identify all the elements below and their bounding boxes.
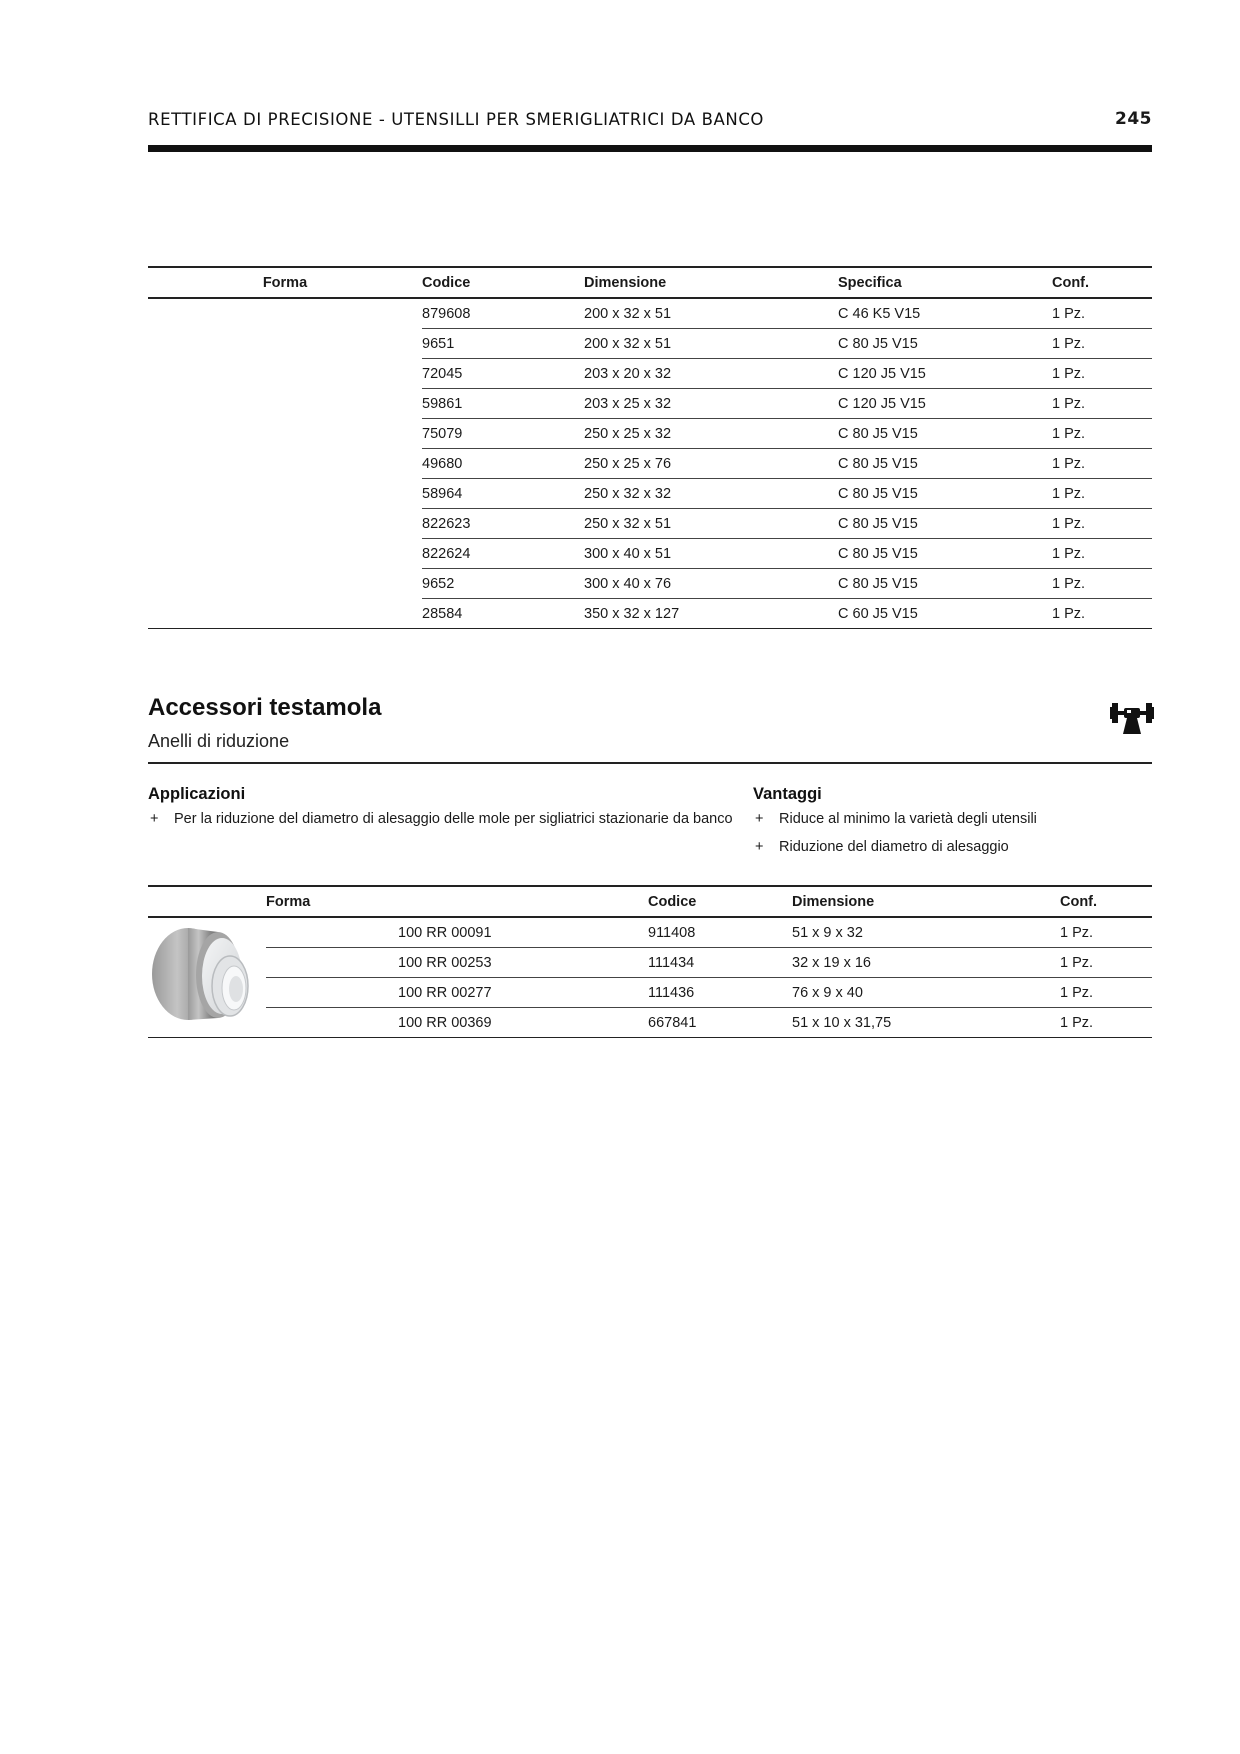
- codice-cell: 28584: [422, 599, 584, 629]
- codice-cell: 49680: [422, 449, 584, 479]
- dimensione-cell: 200 x 32 x 51: [584, 298, 838, 329]
- list-item: + Riduce al minimo la varietà degli utensili: [753, 810, 1152, 838]
- conf-cell: 1 Pz.: [1060, 948, 1152, 978]
- forma-cell: [148, 479, 422, 509]
- spacer-cell: [266, 1008, 398, 1038]
- specifica-cell: C 120 J5 V15: [838, 389, 1052, 419]
- section-subtitle: Anelli di riduzione: [148, 731, 290, 751]
- codice-cell: 9652: [422, 569, 584, 599]
- specifica-cell: C 80 J5 V15: [838, 509, 1052, 539]
- dimensione-cell: 300 x 40 x 51: [584, 539, 838, 569]
- conf-cell: 1 Pz.: [1060, 1008, 1152, 1038]
- dimensione-cell: 32 x 19 x 16: [792, 948, 1060, 978]
- table-row: [148, 389, 1152, 419]
- forma-cell: [148, 509, 422, 539]
- codice-cell: 58964: [422, 479, 584, 509]
- conf-cell: 1 Pz.: [1052, 479, 1152, 509]
- header-rule: [148, 145, 1152, 152]
- list-item: + Per la riduzione del diametro di alesaggio delle mole per sigliatrici stazionarie da banco: [148, 810, 748, 838]
- conf-cell: 1 Pz.: [1052, 298, 1152, 329]
- dimensione-cell: 350 x 32 x 127: [584, 599, 838, 629]
- specifica-cell: C 46 K5 V15: [838, 298, 1052, 329]
- column-header-dimensione: Dimensione: [584, 267, 838, 298]
- table-row: [148, 1008, 1152, 1038]
- spacer-cell: [266, 917, 398, 948]
- conf-cell: 1 Pz.: [1052, 599, 1152, 629]
- specifica-cell: C 80 J5 V15: [838, 419, 1052, 449]
- codice-cell: 822624: [422, 539, 584, 569]
- table-row: [148, 479, 1152, 509]
- reduction-ring-image: [148, 922, 254, 1030]
- forma-cell: [148, 329, 422, 359]
- specifica-cell: C 80 J5 V15: [838, 479, 1052, 509]
- spacer-cell: [266, 948, 398, 978]
- column-header-conf: Conf.: [1052, 267, 1152, 298]
- conf-cell: 1 Pz.: [1060, 978, 1152, 1008]
- applicazioni-heading: Applicazioni: [148, 785, 246, 803]
- table-row: [148, 449, 1152, 479]
- conf-cell: 1 Pz.: [1052, 389, 1152, 419]
- column-header-codice: Codice: [422, 267, 584, 298]
- conf-cell: 1 Pz.: [1052, 449, 1152, 479]
- table-row: [148, 569, 1152, 599]
- forma-cell: [148, 449, 422, 479]
- table-row: [148, 298, 1152, 329]
- forma-cell: [148, 389, 422, 419]
- column-header-codice: Codice: [648, 886, 792, 917]
- table-header-row: [148, 886, 1152, 917]
- table-header-row: [148, 267, 1152, 298]
- forma-cell: [148, 599, 422, 629]
- dimensione-cell: 51 x 9 x 32: [792, 917, 1060, 948]
- bench-grinder-icon: [1110, 700, 1154, 736]
- codice-cell: 59861: [422, 389, 584, 419]
- applicazioni-list: [148, 810, 748, 838]
- codice-cell: 879608: [422, 298, 584, 329]
- codice-cell: 9651: [422, 329, 584, 359]
- forma-cell: 100 RR 00369: [398, 1008, 648, 1038]
- table-row: [148, 509, 1152, 539]
- forma-cell: 100 RR 00091: [398, 917, 648, 948]
- forma-cell: [148, 539, 422, 569]
- vantaggi-heading: Vantaggi: [753, 785, 822, 803]
- dimensione-cell: 250 x 25 x 32: [584, 419, 838, 449]
- column-header-forma: Forma: [148, 886, 648, 917]
- codice-cell: 111434: [648, 948, 792, 978]
- conf-cell: 1 Pz.: [1052, 539, 1152, 569]
- dimensione-cell: 51 x 10 x 31,75: [792, 1008, 1060, 1038]
- column-header-specifica: Specifica: [838, 267, 1052, 298]
- dimensione-cell: 250 x 32 x 32: [584, 479, 838, 509]
- forma-cell: [148, 419, 422, 449]
- header-title: RETTIFICA DI PRECISIONE - UTENSILLI PER SMERIGLIATRICI DA BANCO: [148, 110, 765, 129]
- table-row: [148, 599, 1152, 629]
- codice-cell: 822623: [422, 509, 584, 539]
- specifica-cell: C 80 J5 V15: [838, 329, 1052, 359]
- dimensione-cell: 300 x 40 x 76: [584, 569, 838, 599]
- specifica-cell: C 80 J5 V15: [838, 569, 1052, 599]
- dimensione-cell: 203 x 25 x 32: [584, 389, 838, 419]
- column-header-forma: Forma: [148, 267, 422, 298]
- table-row: [148, 419, 1152, 449]
- list-item: + Riduzione del diametro di alesaggio: [753, 838, 1152, 866]
- codice-cell: 667841: [648, 1008, 792, 1038]
- section-title: Accessori testamola: [148, 694, 382, 721]
- grinding-wheels-table: [148, 266, 1152, 629]
- specifica-cell: C 60 J5 V15: [838, 599, 1052, 629]
- column-header-conf: Conf.: [1060, 886, 1152, 917]
- conf-cell: 1 Pz.: [1060, 917, 1152, 948]
- reduction-rings-table: [148, 885, 1152, 1038]
- dimensione-cell: 76 x 9 x 40: [792, 978, 1060, 1008]
- table-row: [148, 948, 1152, 978]
- grinding-wheels-table-body: [148, 298, 1152, 629]
- codice-cell: 911408: [648, 917, 792, 948]
- dimensione-cell: 250 x 25 x 76: [584, 449, 838, 479]
- dimensione-cell: 203 x 20 x 32: [584, 359, 838, 389]
- table-row: [148, 978, 1152, 1008]
- codice-cell: 72045: [422, 359, 584, 389]
- reduction-rings-table-body: [148, 917, 1152, 1038]
- specifica-cell: C 80 J5 V15: [838, 539, 1052, 569]
- conf-cell: 1 Pz.: [1052, 419, 1152, 449]
- conf-cell: 1 Pz.: [1052, 569, 1152, 599]
- dimensione-cell: 250 x 32 x 51: [584, 509, 838, 539]
- forma-cell: [148, 298, 422, 329]
- forma-cell: 100 RR 00253: [398, 948, 648, 978]
- codice-cell: 75079: [422, 419, 584, 449]
- forma-cell: [148, 569, 422, 599]
- section-rule: [148, 762, 1152, 764]
- table-row: [148, 917, 1152, 948]
- conf-cell: 1 Pz.: [1052, 359, 1152, 389]
- page-number: 245: [1115, 109, 1152, 129]
- dimensione-cell: 200 x 32 x 51: [584, 329, 838, 359]
- forma-cell: [148, 359, 422, 389]
- codice-cell: 111436: [648, 978, 792, 1008]
- forma-cell: 100 RR 00277: [398, 978, 648, 1008]
- vantaggi-list: [753, 810, 1152, 866]
- table-row: [148, 359, 1152, 389]
- conf-cell: 1 Pz.: [1052, 329, 1152, 359]
- table-row: [148, 329, 1152, 359]
- table-row: [148, 539, 1152, 569]
- conf-cell: 1 Pz.: [1052, 509, 1152, 539]
- page-header: [148, 110, 1152, 132]
- specifica-cell: C 80 J5 V15: [838, 449, 1052, 479]
- specifica-cell: C 120 J5 V15: [838, 359, 1052, 389]
- spacer-cell: [266, 978, 398, 1008]
- column-header-dimensione: Dimensione: [792, 886, 1060, 917]
